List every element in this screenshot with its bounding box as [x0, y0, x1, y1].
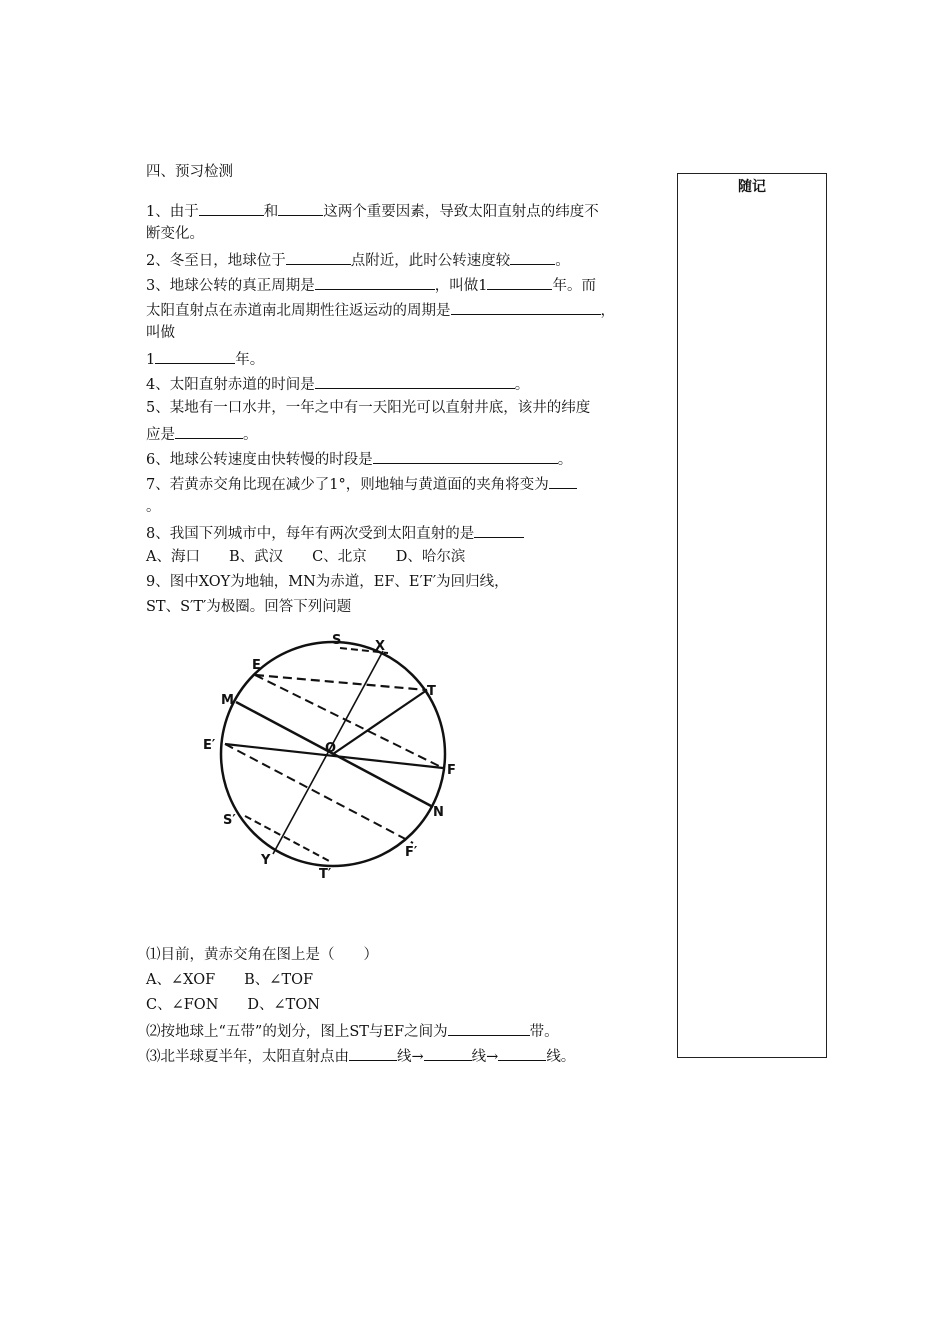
question-3-cont: 太阳直射点在赤道南北周期性往返运动的周期是 ， — [146, 299, 615, 321]
blank[interactable] — [498, 1045, 546, 1061]
blank[interactable] — [424, 1045, 472, 1061]
question-7: 7、若黄赤交角比现在减少了1°，则地轴与黄道面的夹角将变为 — [146, 473, 577, 495]
question-8: 8、我国下列城市中，每年有两次受到太阳直射的是 — [146, 522, 524, 544]
label-N: N — [433, 805, 444, 820]
question-6: 6、地球公转速度由快转慢的时段是 。 — [146, 448, 572, 470]
blank[interactable] — [278, 200, 323, 216]
question-5-cont: 应是 。 — [146, 423, 258, 445]
line-Ep-to-Fp — [225, 744, 413, 843]
blank[interactable] — [315, 373, 515, 389]
label-O: O — [325, 741, 337, 756]
blank[interactable] — [286, 249, 351, 265]
blank[interactable] — [510, 249, 555, 265]
blank[interactable] — [199, 200, 264, 216]
question-3-cont3: 1 年。 — [146, 348, 264, 370]
question-7-cont: 。 — [146, 499, 161, 515]
question-9: 9、图中XOY为地轴，MN为赤道，EF、E′F′为回归线， — [146, 574, 509, 590]
blank[interactable] — [448, 1020, 530, 1036]
question-8-options: A、海口 B、武汉 C、北京 D、哈尔滨 — [146, 549, 466, 565]
label-Ep: E′ — [203, 738, 216, 753]
question-3: 3、地球公转的真正周期是 ，叫做1 年。而 — [146, 274, 596, 296]
label-F: F — [447, 763, 456, 778]
label-Sp: S′ — [223, 813, 236, 828]
subquestion-2: ⑵按地球上“五带”的划分，图上ST与EF之间为 带。 — [146, 1020, 559, 1042]
blank[interactable] — [373, 448, 558, 464]
label-Fp: F′ — [405, 845, 418, 860]
blank[interactable] — [487, 274, 552, 290]
line-OT — [333, 690, 427, 754]
blank[interactable] — [315, 274, 435, 290]
label-Y: Y — [261, 853, 271, 868]
question-2: 2、冬至日，地球位于 点附近，此时公转速度较 。 — [146, 249, 570, 271]
label-E: E — [252, 658, 261, 673]
question-1-cont: 断变化。 — [146, 226, 204, 242]
label-M: M — [221, 693, 234, 708]
subquestion-1: ⑴目前，黄赤交角在图上是（ ） — [146, 947, 378, 963]
question-3-cont2: 叫做 — [146, 325, 175, 341]
subquestion-3: ⑶北半球夏半年，太阳直射点由 线→ 线→ 线。 — [146, 1045, 575, 1067]
blank[interactable] — [451, 299, 601, 315]
blank[interactable] — [155, 348, 235, 364]
subquestion-1-options-b: C、∠FON D、∠TON — [146, 997, 320, 1013]
blank[interactable] — [474, 522, 524, 538]
label-X: X — [375, 639, 386, 654]
blank[interactable] — [549, 473, 577, 489]
question-5: 5、某地有一口水井，一年之中有一天阳光可以直射井底，该井的纬度 — [146, 400, 591, 416]
notes-title: 随记 — [738, 179, 766, 195]
label-T: T — [427, 684, 436, 699]
section-title: 四、预习检测 — [146, 164, 233, 180]
label-Tp: T′ — [319, 867, 332, 882]
question-1: 1、由于 和 这两个重要因素，导致太阳直射点的纬度不 — [146, 200, 599, 222]
question-4: 4、太阳直射赤道的时间是 。 — [146, 373, 529, 395]
line-SpTp — [245, 816, 331, 862]
earth-orbit-diagram — [195, 628, 470, 883]
blank[interactable] — [349, 1045, 397, 1061]
subquestion-1-options-a: A、∠XOF B、∠TOF — [146, 972, 314, 988]
blank[interactable] — [175, 423, 243, 439]
question-9-cont: ST、S′T′为极圈。回答下列问题 — [146, 599, 352, 615]
label-S: S — [332, 633, 342, 648]
notes-box[interactable] — [677, 173, 827, 1058]
